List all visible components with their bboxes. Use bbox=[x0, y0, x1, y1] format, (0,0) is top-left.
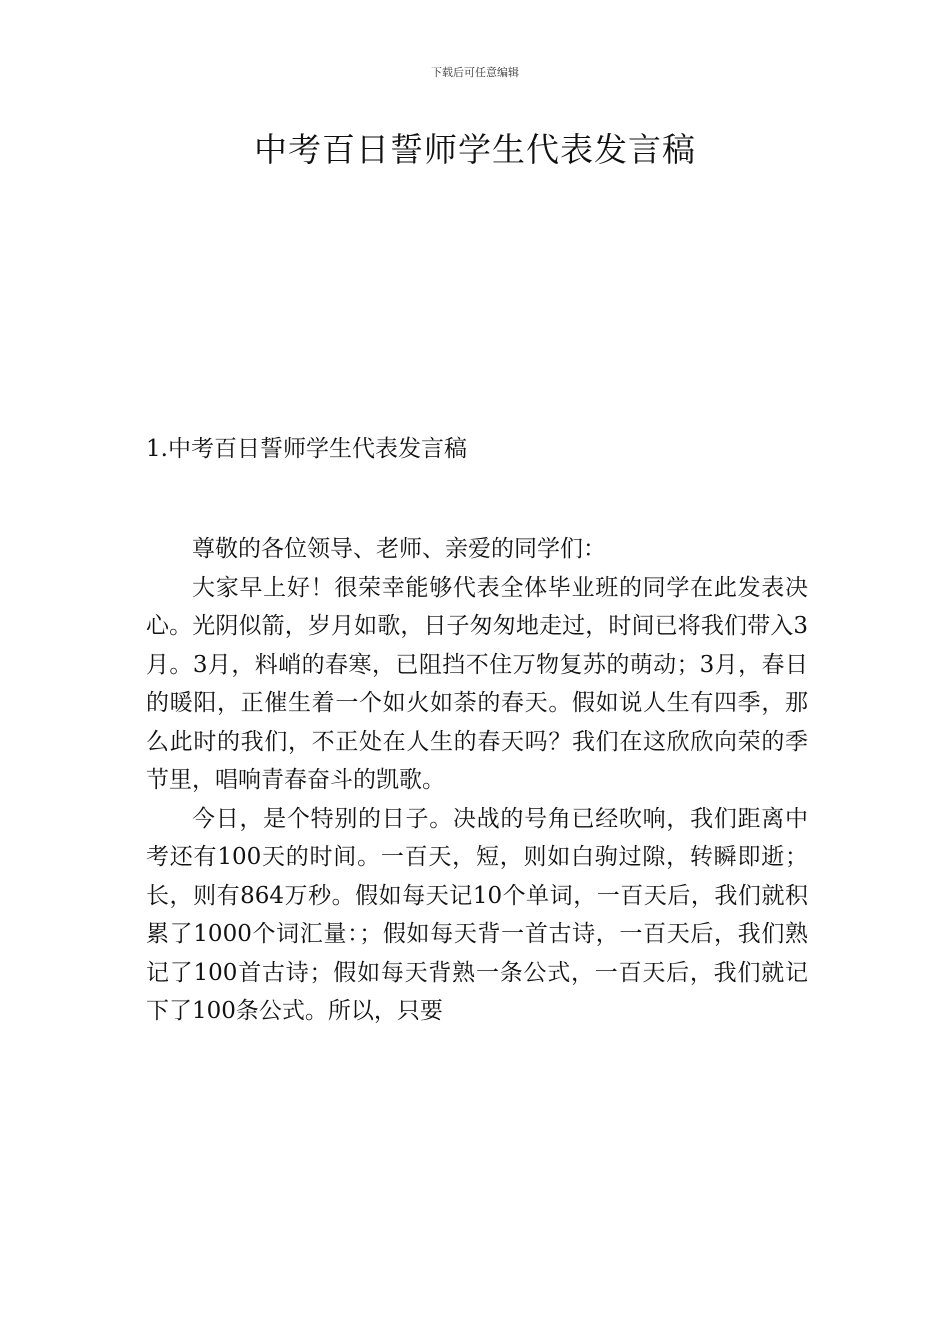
paragraph-greeting: 尊敬的各位领导、老师、亲爱的同学们： bbox=[192, 536, 606, 562]
document-body bbox=[146, 530, 808, 1031]
document-title: 中考百日誓师学生代表发言稿 bbox=[254, 130, 696, 169]
header-note: 下载后可任意编辑 bbox=[431, 66, 519, 79]
paragraph-opening: 大家早上好！很荣幸能够代表全体毕业班的同学在此发表决心。光阴似箭，岁月如歌，日子匆匆地走过，时间已将我们带入3月。3月，料峭的春寒，已阻挡不住万物复苏的萌动；3月，春日的暖阳，正催生着一个如火如荼的春天。假如说人生有四季，那么此时的我们，不正处在人生的春天吗？我们在这欣欣向荣的季节里，唱响青春奋斗的凯歌。 bbox=[146, 574, 808, 793]
section-heading: 1.中考百日誓师学生代表发言稿 bbox=[146, 436, 467, 462]
paragraph-countdown: 今日，是个特别的日子。决战的号角已经吹响，我们距离中考还有100天的时间。一百天，短，则如白驹过隙，转瞬即逝；长，则有864万秒。假如每天记10个单词，一百天后，我们就积累了1000个词汇量：；假如每天背一首古诗，一百天后，我们熟记了100首古诗；假如每天背熟一条公式，一百天后，我们就记下了100条公式。所以，只要 bbox=[146, 805, 808, 1024]
